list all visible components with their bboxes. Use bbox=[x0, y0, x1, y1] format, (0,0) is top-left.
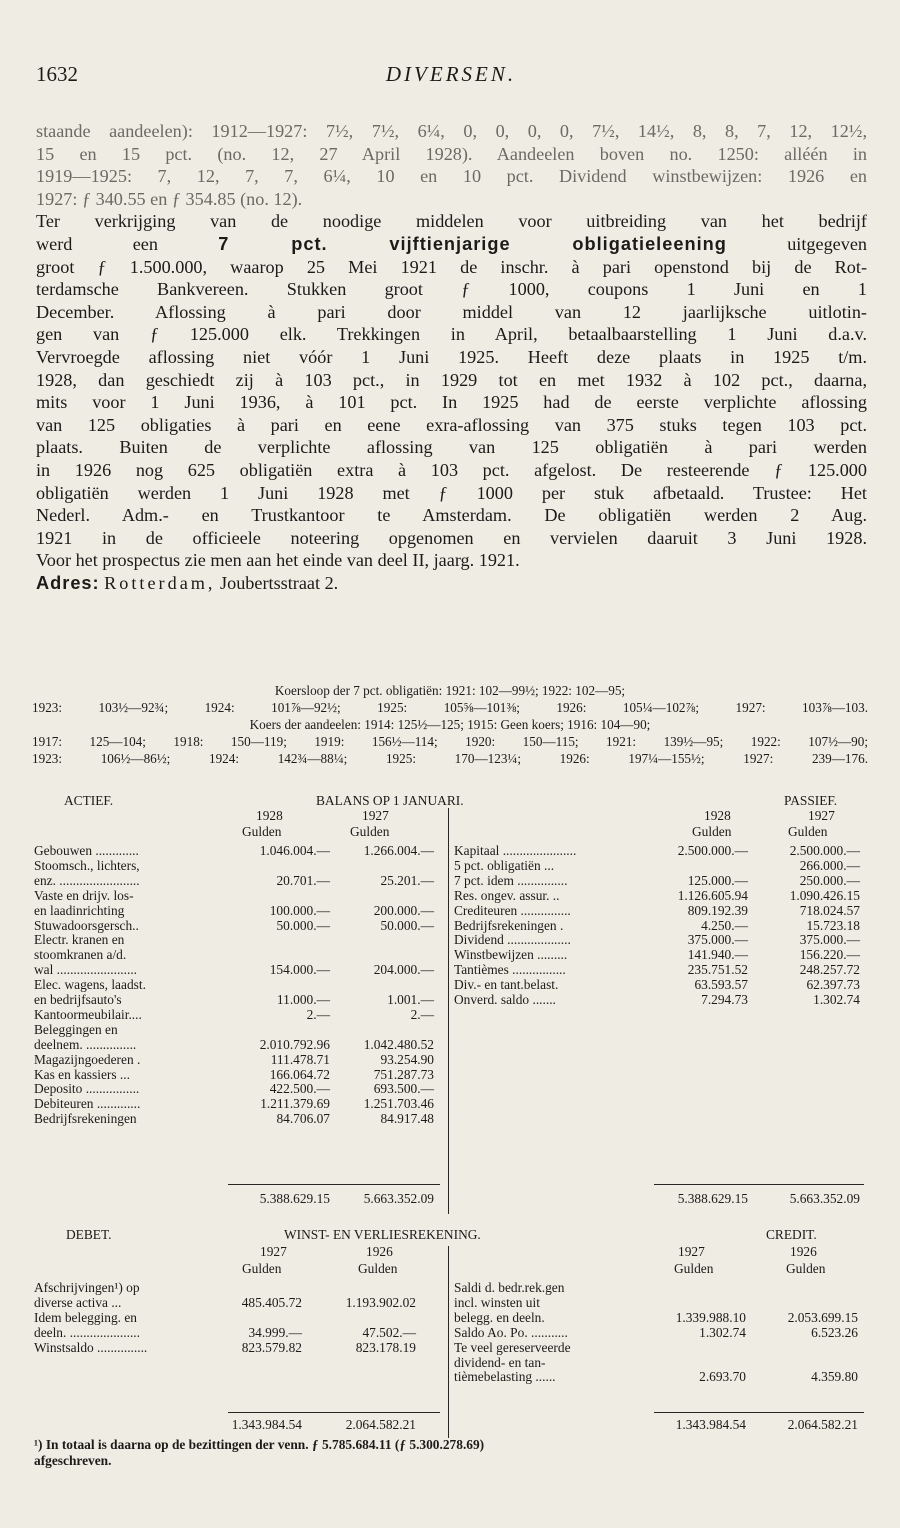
column-divider bbox=[448, 1246, 449, 1438]
ledger-value: 1.046.004.— bbox=[259, 843, 330, 858]
koers-line: 1923: 106½—86½; 1924: 142¾—88¼; 1925: 170—123¼; 1926: 197¼—155½; 1927: 239—176. bbox=[32, 751, 868, 766]
koers-line: 1923: 103½—92¾; 1924: 101⅞—92½; 1925: 105⅝—101⅜; 1926: 105¼—102⅞; 1927: 103⅞—103. bbox=[32, 700, 868, 715]
balance-title: BALANS OP 1 JANUARI. bbox=[316, 793, 464, 808]
ledger-label: Bedrijfsrekeningen . bbox=[454, 917, 564, 933]
koers-line: Koersloop der 7 pct. obligatiën: 1921: 102—99½; 1922: 102—95; bbox=[274, 683, 626, 698]
ledger-value: 2.500.000.— bbox=[789, 843, 860, 858]
ledger-label: stoomkranen a/d. bbox=[34, 947, 127, 963]
ledger-label: Idem belegging. en bbox=[34, 1309, 137, 1325]
ledger-label: Beleggingen en bbox=[34, 1021, 118, 1037]
loan-title: 7 pct. vijftienjarige obligatieleening bbox=[218, 233, 727, 254]
ledger-value: 2.— bbox=[306, 1006, 330, 1022]
text-line: 1928, dan geschiedt zij à 103 pct., in 1929 tot en met 1932 à 102 pct., daarna, bbox=[36, 369, 867, 390]
ledger-label: Res. ongev. assur. .. bbox=[454, 887, 560, 903]
ledger-value: 34.999.— bbox=[248, 1324, 302, 1340]
year-heading: 1928 bbox=[704, 808, 731, 823]
pl-title: WINST- EN VERLIESREKENING. bbox=[284, 1227, 481, 1242]
ledger-label: deeln. ..................... bbox=[34, 1324, 140, 1340]
ledger-value: 375.000.— bbox=[687, 932, 748, 948]
ledger-label: Electr. kranen en bbox=[34, 932, 125, 948]
text-fragment: werd een bbox=[36, 233, 219, 254]
ledger-label: Bedrijfsrekeningen bbox=[34, 1111, 137, 1127]
address-label: Adres: bbox=[36, 572, 100, 593]
ledger-label: 7 pct. idem ............... bbox=[454, 872, 568, 888]
ledger-value: 1.090.426.15 bbox=[789, 887, 860, 903]
text-line: Voor het prospectus zie men aan het einde van deel II, jaarg. 1921. bbox=[36, 550, 520, 571]
ledger-value: 62.397.73 bbox=[806, 977, 860, 993]
ledger-label: diverse activa ... bbox=[34, 1294, 122, 1310]
footnote-line: afgeschreven. bbox=[34, 1453, 112, 1468]
balance-total: 5.388.629.15 bbox=[677, 1191, 748, 1206]
ledger-label: Dividend ................... bbox=[454, 932, 571, 948]
ledger-label: deelnem. ............... bbox=[34, 1036, 137, 1052]
ledger-value: 141.940.— bbox=[687, 947, 748, 963]
pl-left-title: DEBET. bbox=[66, 1227, 112, 1242]
ledger-value: 248.257.72 bbox=[799, 962, 860, 978]
unit-heading: Gulden bbox=[350, 824, 390, 839]
text-line: Nederl. Adm.- en Trustkantoor te Amsterdam. De obligatiën werden 2 Aug. bbox=[36, 505, 867, 526]
text-line: groot ƒ 1.500.000, waarop 25 Mei 1921 de inschr. à pari openstond bij de Rot- bbox=[36, 256, 867, 277]
ledger-value: 235.751.52 bbox=[687, 962, 748, 978]
footnote-line: ¹) In totaal is daarna op de bezittingen der venn. ƒ 5.785.684.11 (ƒ 5.300.278.69) bbox=[34, 1437, 485, 1452]
ledger-value: 693.500.— bbox=[373, 1081, 434, 1097]
text-line: Ter verkrijging van de noodige middelen voor uitbreiding van het bedrijf bbox=[36, 211, 867, 232]
unit-heading: Gulden bbox=[786, 1261, 826, 1276]
text-line: 1919—1925: 7, 12, 7, 7, 6¼, 10 en 10 pct. Dividend winstbewijzen: 1926 en bbox=[36, 166, 867, 187]
ledger-value: 2.010.792.96 bbox=[259, 1036, 330, 1052]
ledger-value: 823.178.19 bbox=[355, 1339, 416, 1355]
text-line: in 1926 nog 625 obligatiën extra à 103 pct. afgelost. De resteerende ƒ 125.000 bbox=[36, 459, 867, 480]
unit-heading: Gulden bbox=[692, 824, 732, 839]
pl-total: 1.343.984.54 bbox=[231, 1417, 302, 1432]
text-line: gen van ƒ 125.000 elk. Trekkingen in April, betaalbaarstelling 1 Juni d.a.v. bbox=[36, 324, 867, 345]
koers-line: 1917: 125—104; 1918: 150—119; 1919: 156½—114; 1920: 150—115; 1921: 139½—95; 1922: 107½—90; bbox=[32, 734, 868, 749]
balance-total: 5.663.352.09 bbox=[363, 1191, 434, 1206]
ledger-value: 1.302.74 bbox=[699, 1324, 746, 1340]
address-street: Joubertsstraat 2. bbox=[220, 572, 339, 593]
ledger-value: 2.500.000.— bbox=[677, 843, 748, 858]
ledger-label: enz. ........................ bbox=[34, 872, 140, 888]
ledger-label: Te veel gereserveerde bbox=[454, 1339, 571, 1355]
ledger-label: wal ........................ bbox=[34, 962, 138, 978]
text-line: December. Aflossing à pari door middel van 12 jaarlijksche uitlotin- bbox=[36, 301, 867, 322]
ledger-label: Winstsaldo ............... bbox=[34, 1339, 148, 1355]
text-line: 1921 in de officieele noteering opgenomen en vervielen daaruit 3 Juni 1928. bbox=[36, 527, 867, 548]
text-line: Vervroegde aflossing niet vóór 1 Juni 1925. Heeft deze plaats in 1925 t/m. bbox=[36, 346, 867, 367]
ledger-value: 125.000.— bbox=[687, 872, 748, 888]
ledger-label: en bedrijfsauto's bbox=[34, 992, 122, 1007]
ledger-label: Div.- en tant.belast. bbox=[454, 977, 559, 993]
ledger-label: Kas en kassiers ... bbox=[34, 1066, 130, 1082]
footnote bbox=[34, 1437, 484, 1469]
text-fragment: uitgegeven bbox=[726, 233, 867, 254]
text-line: obligatiën werden 1 Juni 1928 met ƒ 1000 per stuk afbetaald. Trustee: Het bbox=[36, 482, 867, 503]
ledger-value: 15.723.18 bbox=[806, 917, 860, 933]
total-rule bbox=[654, 1412, 864, 1413]
text-line: 1927: ƒ 340.55 en ƒ 354.85 (no. 12). bbox=[36, 188, 303, 209]
year-heading: 1926 bbox=[366, 1244, 393, 1259]
text-line: 15 en 15 pct. (no. 12, 27 April 1928). Aandeelen boven no. 1250: alléén in bbox=[36, 143, 867, 164]
ledger-value: 375.000.— bbox=[799, 932, 860, 948]
ledger-value: 718.024.57 bbox=[799, 902, 860, 918]
ledger-value: 1.302.74 bbox=[813, 992, 860, 1007]
ledger-value: 20.701.— bbox=[276, 872, 330, 888]
ledger-label: Debiteuren ............. bbox=[34, 1096, 141, 1112]
ledger-value: 1.001.— bbox=[387, 992, 434, 1007]
ledger-value: 50.000.— bbox=[276, 917, 330, 933]
year-heading: 1927 bbox=[808, 808, 835, 823]
page-number: 1632 bbox=[36, 62, 78, 86]
year-heading: 1927 bbox=[260, 1244, 287, 1259]
ledger-value: 823.579.82 bbox=[241, 1339, 302, 1355]
text-line: plaats. Buiten de verplichte aflossing van 125 obligatiën à pari werden bbox=[36, 437, 867, 458]
balance-left-title: ACTIEF. bbox=[64, 793, 114, 808]
ledger-label: 5 pct. obligatiën ... bbox=[454, 857, 555, 873]
ledger-value: 1.193.902.02 bbox=[345, 1294, 416, 1310]
ledger-value: 1.339.988.10 bbox=[675, 1309, 746, 1325]
total-rule bbox=[228, 1412, 440, 1413]
ledger-label: en laadinrichting bbox=[34, 902, 125, 918]
unit-heading: Gulden bbox=[242, 1261, 282, 1276]
balance-total: 5.388.629.15 bbox=[259, 1191, 330, 1206]
ledger-value: 751.287.73 bbox=[373, 1066, 434, 1082]
ledger-value: 50.000.— bbox=[380, 917, 434, 933]
ledger-value: 4.250.— bbox=[701, 917, 748, 933]
ledger-value: 485.405.72 bbox=[241, 1294, 302, 1310]
year-heading: 1928 bbox=[256, 808, 283, 823]
ledger-label: Saldi d. bedr.rek.gen bbox=[454, 1280, 565, 1295]
ledger-value: 2.693.70 bbox=[699, 1369, 746, 1385]
ledger-label: dividend- en tan- bbox=[454, 1354, 546, 1370]
ledger-value: 250.000.— bbox=[799, 872, 860, 888]
year-heading: 1926 bbox=[790, 1244, 817, 1259]
ledger-value: 154.000.— bbox=[269, 962, 330, 978]
ledger-label: Onverd. saldo ....... bbox=[454, 992, 556, 1007]
ledger-value: 2.— bbox=[410, 1006, 434, 1022]
ledger-label: Tantièmes ................ bbox=[454, 962, 566, 978]
ledger-label: Stuwadoorsgersch.. bbox=[34, 917, 139, 933]
ledger-value: 25.201.— bbox=[380, 872, 434, 888]
ledger-value: 422.500.— bbox=[269, 1081, 330, 1097]
ledger-label: Deposito ................ bbox=[34, 1081, 140, 1097]
koers-line: Koers der aandeelen: 1914: 125½—125; 1915: Geen koers; 1916: 104—90; bbox=[249, 717, 651, 732]
ledger-value: 47.502.— bbox=[362, 1324, 416, 1340]
ledger-value: 93.254.90 bbox=[380, 1051, 434, 1067]
unit-heading: Gulden bbox=[358, 1261, 398, 1276]
ledger-value: 200.000.— bbox=[373, 902, 434, 918]
ledger-label: Saldo Ao. Po. ........... bbox=[454, 1324, 568, 1340]
ledger-label: incl. winsten uit bbox=[454, 1294, 540, 1310]
balance-right-title: PASSIEF. bbox=[784, 793, 838, 808]
ledger-label: Vaste en drijv. los- bbox=[34, 887, 134, 903]
address-city: Rotterdam, bbox=[104, 572, 216, 593]
unit-heading: Gulden bbox=[788, 824, 828, 839]
ledger-label: belegg. en deeln. bbox=[454, 1309, 545, 1325]
ledger-label: Elec. wagens, laadst. bbox=[34, 977, 146, 993]
ledger-label: Afschrijvingen¹) op bbox=[34, 1280, 140, 1295]
ledger-label: Crediteuren ............... bbox=[454, 902, 571, 918]
ledger-value: 1.042.480.52 bbox=[363, 1036, 434, 1052]
ledger-value: 1.211.379.69 bbox=[260, 1096, 330, 1112]
ledger-value: 166.064.72 bbox=[269, 1066, 330, 1082]
ledger-value: 84.917.48 bbox=[380, 1111, 434, 1127]
unit-heading: Gulden bbox=[242, 824, 282, 839]
ledger-value: 1.126.605.94 bbox=[677, 887, 748, 903]
pl-total: 2.064.582.21 bbox=[787, 1417, 858, 1432]
ledger-value: 84.706.07 bbox=[276, 1111, 330, 1127]
ledger-value: 6.523.26 bbox=[811, 1324, 858, 1340]
text-line: staande aandeelen): 1912—1927: 7½, 7½, 6¼, 0, 0, 0, 0, 7½, 14½, 8, 8, 7, 12, 12½, bbox=[36, 121, 867, 141]
ledger-value: 100.000.— bbox=[269, 902, 330, 918]
ledger-value: 111.478.71 bbox=[270, 1051, 330, 1067]
ledger-label: Magazijngoederen . bbox=[34, 1051, 141, 1067]
year-heading: 1927 bbox=[362, 808, 389, 823]
ledger-value: 266.000.— bbox=[799, 857, 860, 873]
ledger-value: 4.359.80 bbox=[811, 1369, 858, 1385]
balance-total: 5.663.352.09 bbox=[789, 1191, 860, 1206]
ledger-value: 2.053.699.15 bbox=[787, 1309, 858, 1325]
ledger-label: Stoomsch., lichters, bbox=[34, 857, 140, 873]
ledger-label: tièmebelasting ...... bbox=[454, 1369, 556, 1385]
ledger-value: 1.266.004.— bbox=[363, 843, 434, 858]
ledger-label: Kantoormeubilair.... bbox=[34, 1006, 142, 1022]
unit-heading: Gulden bbox=[674, 1261, 714, 1276]
ledger-label: Winstbewijzen ......... bbox=[454, 947, 568, 963]
pl-total: 1.343.984.54 bbox=[675, 1417, 746, 1432]
year-heading: 1927 bbox=[678, 1244, 705, 1259]
text-line: terdamsche Bankvereen. Stukken groot ƒ 1000, coupons 1 Juni en 1 bbox=[36, 279, 867, 300]
ledger-value: 156.220.— bbox=[799, 947, 860, 963]
pl-total: 2.064.582.21 bbox=[345, 1417, 416, 1432]
ledger-value: 1.251.703.46 bbox=[363, 1096, 434, 1112]
running-title: DIVERSEN. bbox=[385, 62, 517, 86]
ledger-value: 7.294.73 bbox=[701, 992, 748, 1007]
ledger-value: 809.192.39 bbox=[687, 902, 748, 918]
ledger-label: Gebouwen ............. bbox=[34, 843, 139, 858]
pl-right-title: CREDIT. bbox=[766, 1227, 817, 1242]
ledger-label: Kapitaal ...................... bbox=[454, 843, 577, 858]
ledger-value: 11.000.— bbox=[276, 992, 330, 1007]
ledger-value: 63.593.57 bbox=[694, 977, 748, 993]
text-line: van 125 obligaties à pari en eene exra-aflossing van 375 stuks tegen 103 pct. bbox=[36, 414, 867, 435]
text-line: mits voor 1 Juni 1936, à 101 pct. In 1925 had de eerste verplichte aflossing bbox=[36, 392, 867, 413]
ledger-value: 204.000.— bbox=[373, 962, 434, 978]
